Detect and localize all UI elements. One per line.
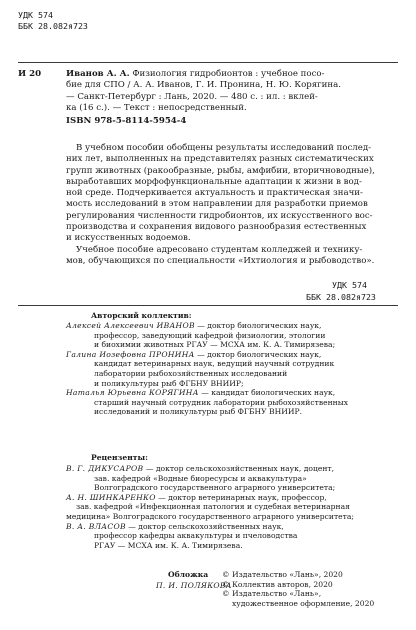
annotation-line: ной среде. Подчеркивается актуальность и практическая значи- <box>66 188 363 199</box>
annotation-line: Учебное пособие адресовано студентам колледжей и технику- <box>76 244 363 255</box>
author-name: Алексей Алексеевич ИВАНОВ <box>66 321 195 330</box>
copyright-block <box>222 570 374 608</box>
copyright-line: художественное оформление, 2020 <box>232 598 375 608</box>
authors-heading: Авторский коллектив: <box>91 311 192 320</box>
reviewer-name: А. Н. ШИНКАРЕНКО <box>66 492 156 502</box>
copyright-line: © Издательство «Лань», 2020 <box>222 570 343 579</box>
annotation-line: и искусственных водоемов. <box>66 233 191 244</box>
author-name: Наталья Юрьевна КОРЯГИНА <box>66 388 199 398</box>
annotation-line: них лет, выполненных на представителях разных систематических <box>66 154 374 165</box>
catalog-author: Иванов А. А. <box>66 69 130 79</box>
author-entry-3: Наталья Юрьевна КОРЯГИНА — кандидат биологических наук, <box>66 388 336 398</box>
catalog-line-1 <box>66 69 341 80</box>
catalog-line-4: ка (16 с.). — Текст : непосредственный. <box>66 102 247 113</box>
author-name: Галина Иозефовна ПРОНИНА <box>66 349 195 359</box>
reviewer-name: В. А. ВЛАСОВ <box>66 521 126 531</box>
reviewers-heading: Рецензенты: <box>91 453 148 462</box>
catalog-code: И 20 <box>18 69 42 79</box>
cover-label: Обложка <box>168 570 209 579</box>
author-entry-2: Галина Иозефовна ПРОНИНА — доктор биологических наук, <box>66 349 322 359</box>
author-entry-1: Алексей Алексеевич ИВАНОВ — доктор биологических наук, <box>66 321 322 330</box>
reviewers-list: В. Г. ДИКУСАРОВ — доктор сельскохозяйственных наук, доцент, зав. кафедрой «Водные биоресурсы и аквакультура» Волгоградского государственного аграрного университета; А. Н. ШИНКАРЕНКО — доктор ветеринарных наук, профессор, зав. кафедрой «Инфекционная патология и судебная ветеринарная медицина» Волгоградского государственного аграрного университета; В. А. ВЛАСОВ — доктор сельскохозяйственных наук, профессор кафедры аквакультуры и пчеловодства РГАУ — МСХА им. К. А. Тимирязева. <box>66 464 354 550</box>
annotation-line: групп животных (ракообразные, рыбы, амфибии, вторичноводные), <box>66 165 375 176</box>
copyright-line: © Издательство «Лань», <box>222 589 322 599</box>
annotation-line: производства и сохранения видового разнообразия естественных <box>66 222 367 233</box>
annotation-line: В учебном пособии обобщены результаты исследований послед- <box>76 143 372 153</box>
reviewer-name: В. Г. ДИКУСАРОВ <box>66 464 144 473</box>
top-divider <box>18 62 398 63</box>
catalog-line-3: — Санкт-Петербург : Лань, 2020. — 480 с. : ил. : вклей- <box>66 91 318 102</box>
annotation-bbk: ББК 28.082я723 <box>306 292 376 302</box>
annotation-udk: УДК 574 <box>332 280 367 290</box>
catalog-line-2: бие для СПО / А. А. Иванов, Г. И. Пронина, Н. Ю. Корягина. <box>66 80 341 91</box>
reviewer-entry-2: А. Н. ШИНКАРЕНКО — доктор ветеринарных наук, профессор, <box>66 492 327 502</box>
catalog-line-1-rest: Физиология гидробионтов : учебное посо- <box>129 69 325 79</box>
middle-divider <box>18 305 398 306</box>
catalog-entry <box>66 69 341 127</box>
annotation <box>66 143 375 267</box>
copyright-line: © Коллектив авторов, 2020 <box>222 579 333 589</box>
reviewer-entry-1: В. Г. ДИКУСАРОВ — доктор сельскохозяйственных наук, доцент, <box>66 464 335 473</box>
annotation-line: регулирования численности гидробионтов, их искусственного вос- <box>66 210 373 221</box>
header-bbk: ББК 28.082я723 <box>18 21 88 31</box>
annotation-line: мость исследований в этом направлении для разработки приемов <box>66 199 368 210</box>
authors-list: Алексей Алексеевич ИВАНОВ — доктор биологических наук, профессор, заведующий кафедрой физиологии, этологии и биохимии животных РГАУ — МСХА им. К. А. Тимирязева; Галина Иозефовна ПРОНИНА — доктор биологических наук, кандидат ветеринарных наук, ведущий научный сотрудник лаборатории рыбохозяйственных исследований и поликультуры рыб ФГБНУ ВНИИР; Наталья Юрьевна КОРЯГИНА — кандидат биологических наук, старший научный сотрудник лаборатории рыбохозяйственных исследований и поликультуры рыб ФГБНУ ВНИИР. <box>66 321 349 417</box>
header-udk: УДК 574 <box>18 10 53 20</box>
catalog-isbn: ISBN 978-5-8114-5954-4 <box>66 116 187 127</box>
annotation-line: выработавших морфофункциональные адаптации к жизни в вод- <box>66 176 362 187</box>
reviewer-entry-3: В. А. ВЛАСОВ — доктор сельскохозяйственных наук, <box>66 521 284 531</box>
annotation-line: мов, обучающихся по специальности «Ихтиология и рыбоводство». <box>66 255 375 266</box>
cover-artist: П. И. ПОЛЯКОВА <box>156 581 232 590</box>
